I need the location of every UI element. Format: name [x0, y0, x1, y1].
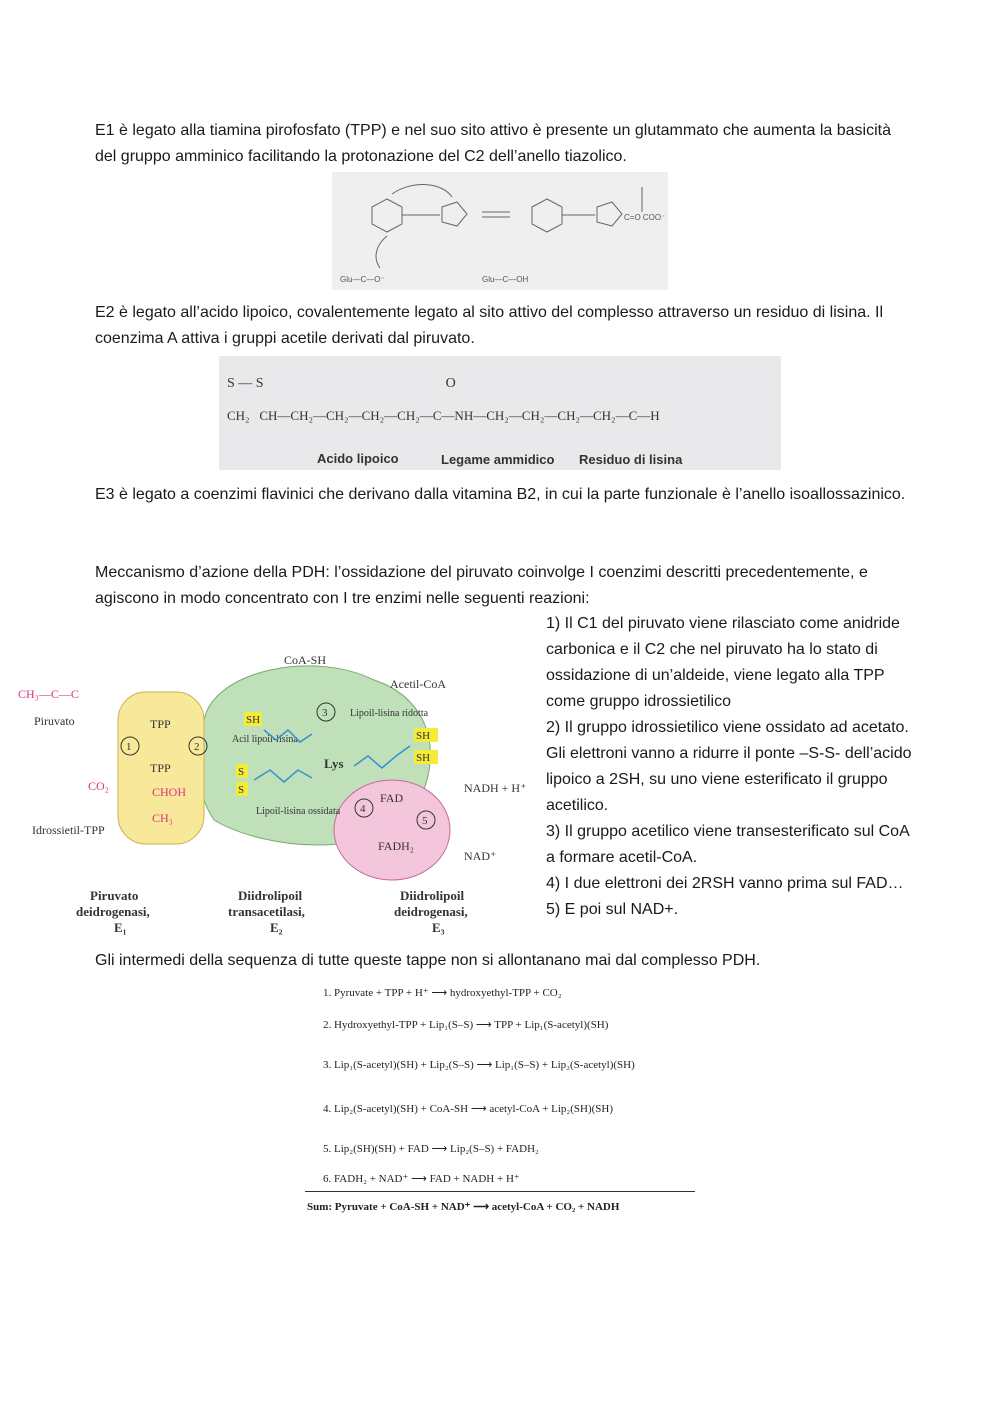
nad-label: NAD⁺ — [464, 849, 497, 863]
tpp-mechanism-figure — [332, 172, 668, 290]
lipoic-lysine-figure — [219, 356, 781, 470]
paragraph-closing: Gli intermedi della sequenza di tutte queste tappe non si allontanano mai dal complesso PDH. — [95, 952, 761, 969]
choh-label: CHOH — [152, 785, 187, 799]
nadh-label: NADH + H⁺ — [464, 781, 527, 795]
caption-lipoic-acid: Acido lipoico — [317, 451, 399, 466]
svg-text:4: 4 — [360, 803, 366, 815]
reduced-lipoyl-lysine-label: Lipoil-lisina ridotta — [350, 708, 429, 719]
step-2: 2) Il gruppo idrossietilico viene ossidato ad acetato. Gli elettroni vanno a ridurre il ponte –S-S- dell’acido lipoico a 2SH, su uno viene esterificato il gruppo acetilico. — [546, 719, 912, 814]
oxidized-lipoyl-lysine-label: Lipoil-lisina ossidata — [256, 806, 341, 817]
sum-divider — [305, 1191, 695, 1192]
coa-sh-label: CoA-SH — [284, 653, 327, 667]
svg-text:transacetilasi,: transacetilasi, — [228, 904, 305, 919]
step-3: 3) Il gruppo acetilico viene transesterificato sul CoA a formare acetil-CoA. — [546, 823, 909, 866]
sh-reduced-1: SH — [416, 730, 431, 742]
fadh2-label: FADH₂ — [378, 839, 414, 853]
tpp-label-bottom: TPP — [150, 761, 171, 775]
step-1: 1) Il C1 del piruvato viene rilasciato come anidride carbonica e il C2 che nel piruvato ha lo stato di ossidazione di un’aldeide, viene legato alla TPP come gruppo idrossietilico — [546, 615, 900, 710]
lipoic-line-1: S — S O — [227, 376, 456, 391]
lipoic-line-2: CH₂ CH—CH₂—CH₂—CH₂—CH₂—C—NH—CH₂—CH₂—CH₂—CH₂—C—H — [227, 408, 660, 423]
caption-lysine-residue: Residuo di lisina — [579, 452, 683, 467]
hydroxyethyl-tpp-label: Idrossietil-TPP — [32, 823, 105, 837]
tpp-structure-drawing — [332, 172, 668, 290]
paragraph-e1: E1 è legato alla tiamina pirofosfato (TPP) e nel suo sito attivo è presente un glutammato che aumenta la basicità del gruppo amminico facilitando la protonazione del C2 dell’anello tiazolico. — [95, 122, 891, 165]
caption-amide-bond: Legame ammidico — [441, 452, 555, 467]
svg-text:3: 3 — [322, 707, 328, 719]
svg-text:deidrogenasi,: deidrogenasi, — [76, 904, 150, 919]
paragraph-mechanism: Meccanismo d’azione della PDH: l’ossidazione del piruvato coinvolge I coenzimi descritti precedentemente, e agiscono in modo concentrato con I tre enzimi nelle seguenti reazioni: — [95, 564, 868, 607]
e1-name: Piruvato — [90, 888, 139, 903]
equation-2: 2. Hydroxyethyl-TPP + Lip₁(S–S) ⟶ TPP + Lip₁(S-acetyl)(SH) — [323, 1019, 609, 1031]
glu-right-label: Glu—C—OH — [482, 275, 529, 284]
sh-reduced-2: SH — [416, 752, 431, 764]
svg-text:2: 2 — [194, 741, 200, 753]
s-oxidized-1: S — [238, 766, 245, 778]
step-5: 5) E poi sul NAD+. — [546, 901, 679, 918]
e3-name: Diidrolipoil — [400, 888, 465, 903]
pdh-mechanism-diagram — [14, 630, 540, 942]
paragraph-e2: E2 è legato all’acido lipoico, covalentemente legato al sito attivo del complesso attraverso un residuo di lisina. Il coenzima A attiva i gruppi acetile derivati dal piruvato. — [95, 304, 883, 347]
equation-6: 6. FADH₂ + NAD⁺ ⟶ FAD + NADH + H⁺ — [323, 1173, 520, 1185]
lys-label: Lys — [324, 756, 344, 771]
svg-text:E₁: E₁ — [114, 920, 127, 935]
carboxyl-label: C=O COO⁻ — [624, 213, 666, 222]
svg-text:deidrogenasi,: deidrogenasi, — [394, 904, 468, 919]
reaction-equations-figure — [305, 982, 700, 1218]
equation-1: 1. Pyruvate + TPP + H⁺ ⟶ hydroxyethyl-TPP + CO₂ — [323, 987, 562, 999]
equation-5: 5. Lip₂(SH)(SH) + FAD ⟶ Lip₂(S–S) + FADH₂ — [323, 1143, 539, 1155]
tpp-label-top: TPP — [150, 717, 171, 731]
ch3-label: CH₃ — [152, 811, 173, 825]
co2-label: CO₂ — [88, 779, 109, 793]
pyruvate-label: Piruvato — [34, 714, 75, 728]
equation-3: 3. Lip₁(S-acetyl)(SH) + Lip₂(S–S) ⟶ Lip₁(S–S) + Lip₂(S-acetyl)(SH) — [323, 1059, 635, 1071]
s-oxidized-2: S — [238, 784, 245, 796]
svg-text:E₃: E₃ — [432, 920, 445, 935]
svg-text:5: 5 — [422, 815, 428, 827]
paragraph-e3: E3 è legato a coenzimi flavinici che derivano dalla vitamina B2, in cui la parte funzionale è l’anello isoallossazinico. — [95, 486, 906, 503]
svg-text:1: 1 — [126, 741, 132, 753]
fad-label: FAD — [380, 791, 404, 805]
equation-sum: Sum: Pyruvate + CoA-SH + NAD⁺ ⟶ acetyl-CoA + CO₂ + NADH — [307, 1201, 620, 1213]
acyl-lipoyl-lysine-label: Acil lipoil-lisina — [232, 734, 298, 745]
glu-left-label: Glu—C—O⁻ — [340, 275, 385, 284]
e2-name: Diidrolipoil — [238, 888, 303, 903]
step-4: 4) I due elettroni dei 2RSH vanno prima sul FAD… — [546, 875, 904, 892]
pdh-diagram-svg — [14, 630, 540, 942]
equation-4: 4. Lip₂(S-acetyl)(SH) + CoA-SH ⟶ acetyl-CoA + Lip₂(SH)(SH) — [323, 1103, 614, 1115]
acetyl-coa-label: Acetil-CoA — [390, 677, 446, 691]
svg-text:CH₃—C—C: CH₃—C—C — [18, 687, 79, 701]
reaction-steps-list — [546, 611, 921, 923]
svg-text:E₂: E₂ — [270, 920, 283, 935]
sh-acyl-label: SH — [246, 714, 261, 726]
